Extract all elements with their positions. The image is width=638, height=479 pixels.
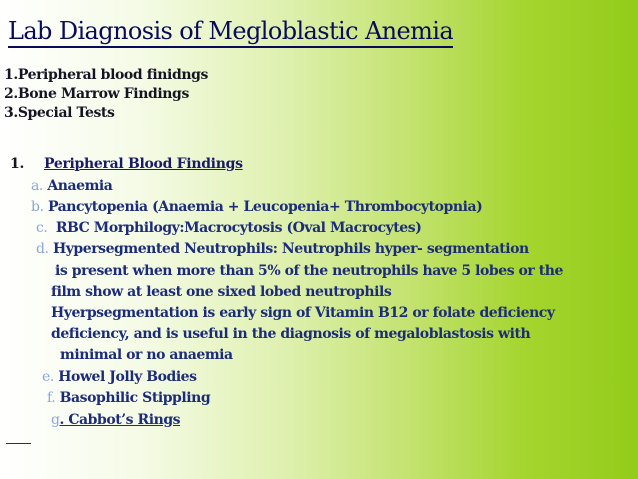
finding-text: Pancytopenia (Anaemia + Leucopenia+ Thrombocytopnia) xyxy=(47,199,483,215)
finding-g xyxy=(51,411,180,430)
finding-d-line: film show at least one sixed lobed neutrophils xyxy=(51,284,392,300)
finding-d-line: minimal or no anaemia xyxy=(60,347,233,363)
finding-marker: d. xyxy=(36,241,49,257)
finding-a xyxy=(31,177,112,196)
finding-marker: b. xyxy=(31,199,44,215)
finding-c xyxy=(36,219,421,238)
finding-text: Basophilic Stippling xyxy=(59,390,211,406)
finding-text: Hypersegmented Neutrophils: Neutrophils hyper- segmentation xyxy=(52,241,529,257)
finding-text: Howel Jolly Bodies xyxy=(58,369,197,385)
finding-b xyxy=(31,198,482,217)
finding-marker: e. xyxy=(42,369,54,385)
overview-list xyxy=(4,66,208,123)
finding-text: Anaemia xyxy=(47,178,113,194)
section-number: 1. xyxy=(10,156,25,172)
corner-underline xyxy=(6,443,31,444)
overview-item: 3.Special Tests xyxy=(4,105,115,121)
finding-marker: f. xyxy=(47,390,56,406)
finding-marker: a. xyxy=(31,178,43,194)
finding-e xyxy=(42,368,197,387)
slide-title: Lab Diagnosis of Megloblastic Anemia xyxy=(8,18,453,48)
finding-d-line: is present when more than 5% of the neutrophils have 5 lobes or the xyxy=(55,263,563,279)
section-heading xyxy=(10,155,243,174)
finding-text: . Cabbot’s Rings xyxy=(59,412,181,428)
section-heading-text: Peripheral Blood Findings xyxy=(44,156,243,172)
overview-item: 2.Bone Marrow Findings xyxy=(4,86,189,102)
finding-d-line: Hyerpsegmentation is early sign of Vitamin B12 or folate deficiency xyxy=(51,305,555,321)
finding-d xyxy=(36,240,529,259)
finding-f xyxy=(47,389,210,408)
overview-item: 1.Peripheral blood finidngs xyxy=(4,67,209,83)
finding-marker: c. xyxy=(36,220,48,236)
finding-d-line: deficiency, and is useful in the diagnosis of megaloblastosis with xyxy=(51,326,531,342)
finding-marker: g xyxy=(51,412,60,428)
finding-text: RBC Morphilogy:Macrocytosis (Oval Macrocytes) xyxy=(55,220,422,236)
